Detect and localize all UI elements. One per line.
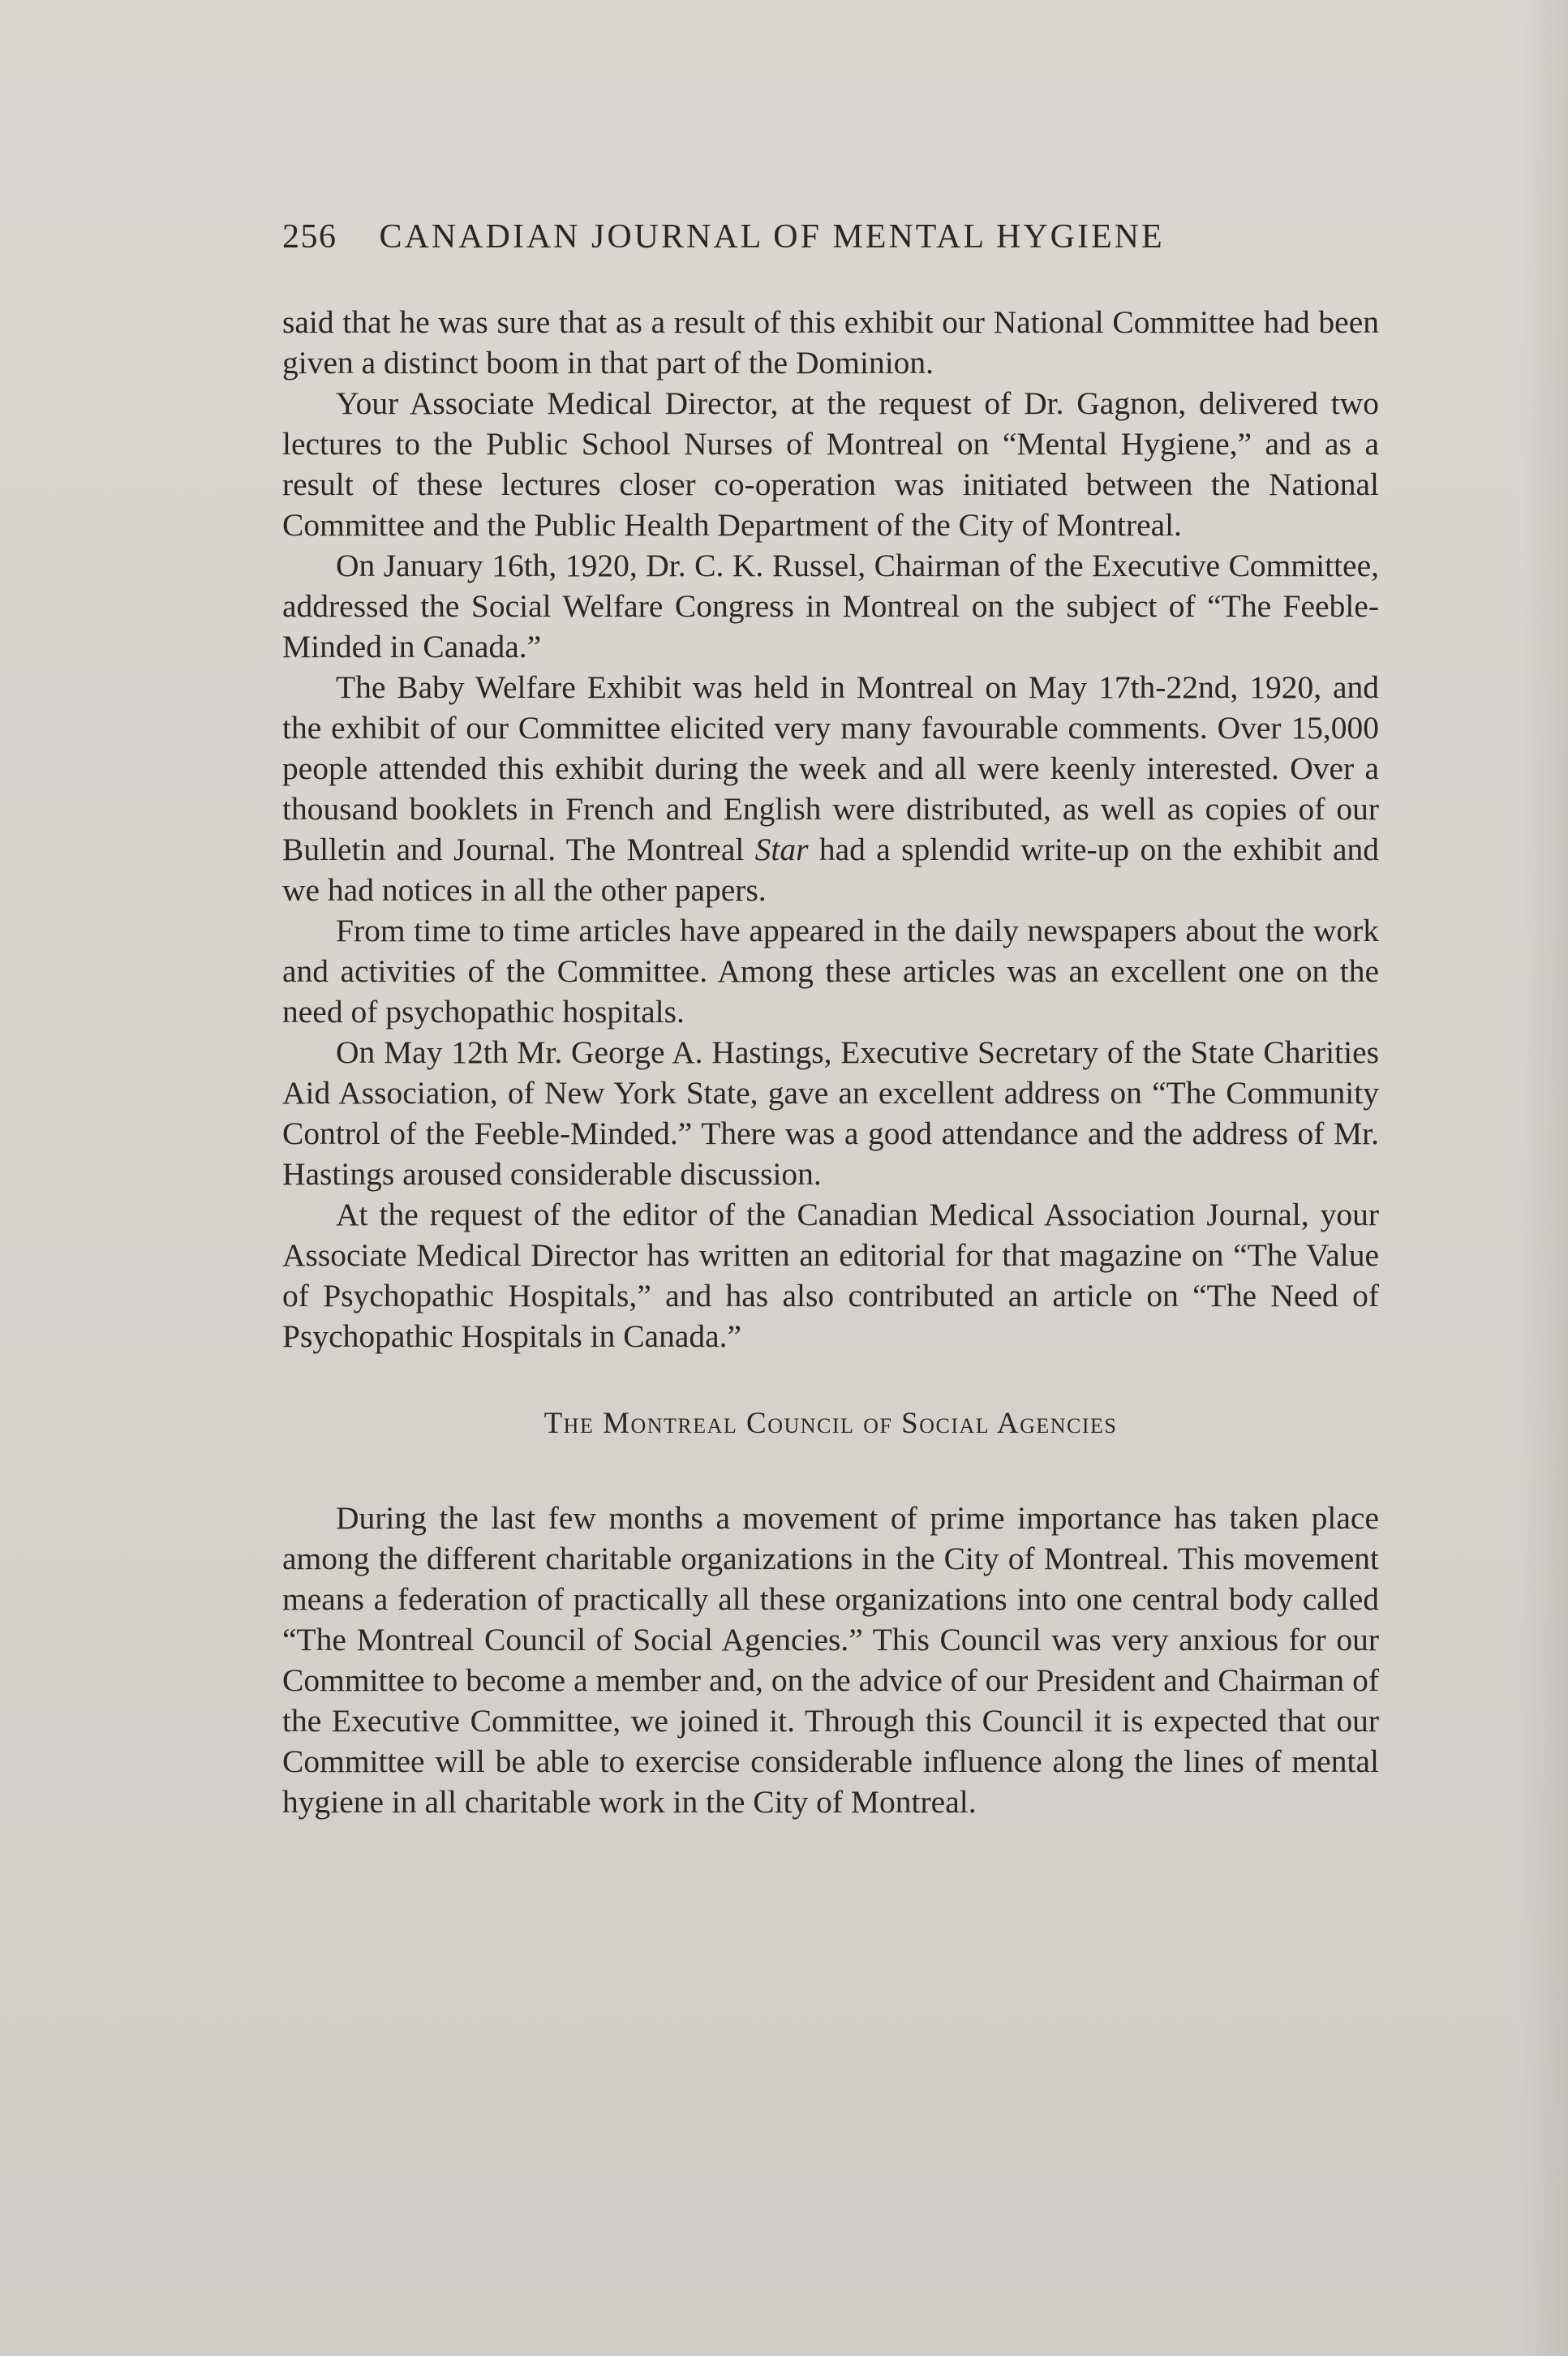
paragraph-newspaper-articles: From time to time articles have appeared in the daily newspapers about the work and activities of the Committee. Among these articles was an excellent one on the need of psychopathic hospitals. (282, 913, 1379, 1030)
newspaper-name: Star (754, 832, 809, 867)
page-number: 256 (282, 218, 337, 256)
journal-title: CANADIAN JOURNAL OF MENTAL HYGIENE (379, 218, 1165, 256)
paragraph-hastings-address: On May 12th Mr. George A. Hastings, Executive Secretary of the State Charities Aid Association, of New York State, gave an excellent address on “The Community Control of the Feeble-Minded.” There was a good attendance and the address of Mr. Hastings aroused considerable discussion. (282, 1034, 1379, 1192)
paragraph-russel-address: On January 16th, 1920, Dr. C. K. Russel, Chairman of the Executive Committee, addressed the Social Welfare Congress in Montreal on the subject of “The Feeble-Minded in Canada.” (282, 548, 1379, 664)
paragraph-baby-welfare-exhibit (282, 667, 1379, 910)
section-heading: The Montreal Council of Social Agencies (543, 1407, 1118, 1440)
exhibit-text-before: The Baby Welfare Exhibit was held in Montreal on May 17th-22nd, 1920, and the exhibit of our Committee elicited very many favourable comments. Over 15,000 people attended this exhibit during the week and all were keenly interested. Over a thousand booklets in French and English were distributed, as well as copies of our Bulletin and Journal. The Montreal (282, 669, 1379, 867)
paragraph-editorial: At the request of the editor of the Canadian Medical Association Journal, your Associate Medical Director has written an editorial for that magazine on “The Value of Psychopathic Hospitals,” and has also contributed an article on “The Need of Psychopathic Hospitals in Canada.” (282, 1197, 1379, 1354)
running-head (282, 217, 1385, 269)
paragraph-gagnon-lectures: Your Associate Medical Director, at the request of Dr. Gagnon, delivered two lectures to the Public School Nurses of Montreal on “Mental Hygiene,” and as a result of these lectures closer co-operation was initiated between the National Committee and the Public Health Department of the City of Montreal. (282, 385, 1379, 543)
body-text (282, 302, 1379, 1822)
page-edge-shadow (1519, 0, 1568, 2356)
paragraph-continuation: said that he was sure that as a result of this exhibit our National Committee had been given a distinct boom in that part of the Dominion. (282, 304, 1379, 380)
paragraph-montreal-council: During the last few months a movement of prime importance has taken place among the different charitable organizations in the City of Montreal. This movement means a federation of practically all these organizations into one central body called “The Montreal Council of Social Agencies.” This Council was very anxious for our Committee to become a member and, on the advice of our President and Chairman of the Executive Committee, we joined it. Through this Council it is expected that our Committee will be able to exercise considerable influence along the lines of mental hygiene in all charitable work in the City of Montreal. (282, 1500, 1379, 1820)
exhibit-text-after: had a splendid write-up on the exhibit and we had notices in all the other papers. (282, 832, 1379, 908)
